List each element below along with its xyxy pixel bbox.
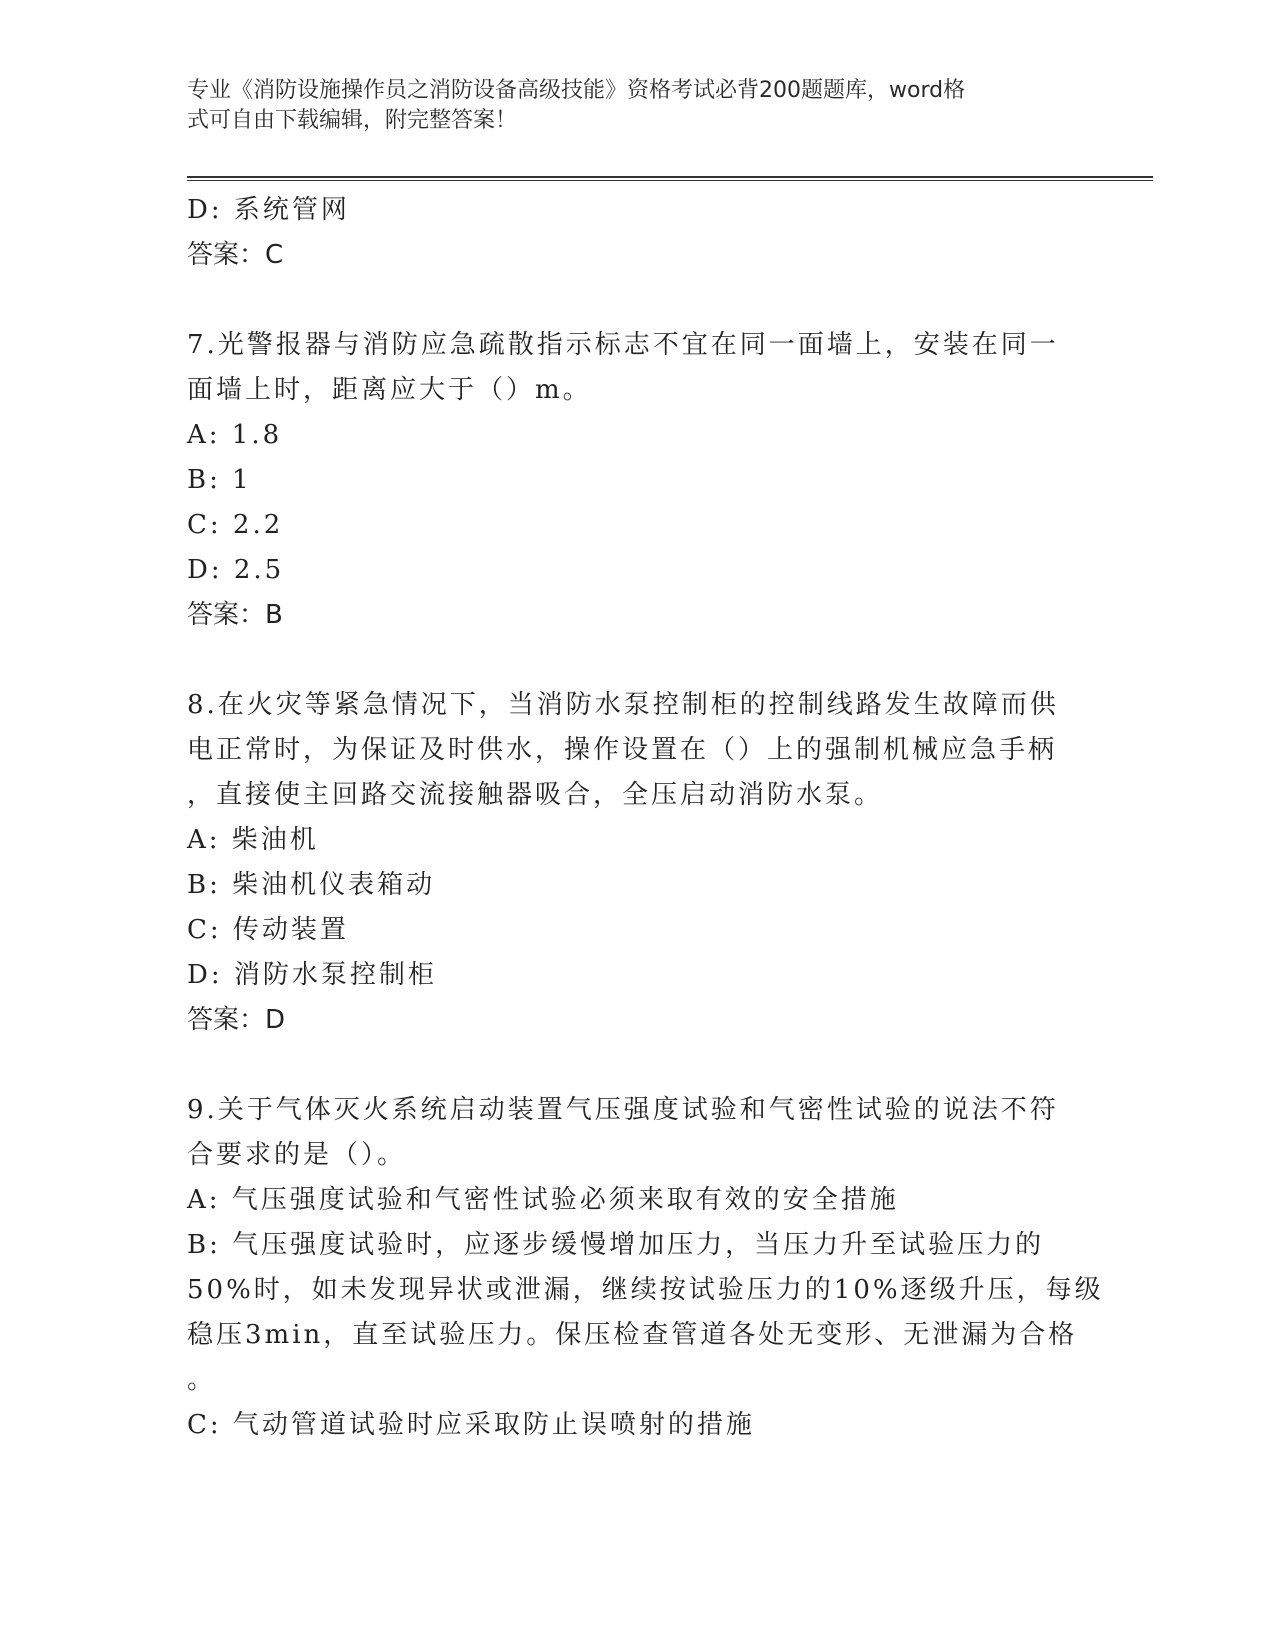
option-b-continued: 稳压3min，直至试验压力。保压检查管道各处无变形、无泄漏为合格: [187, 1320, 1078, 1350]
option-b: B: 柴油机仪表箱动: [187, 870, 436, 900]
option-d: D: 系统管网: [187, 195, 350, 225]
option-b-continued: 。: [187, 1365, 217, 1395]
option-d: D: 2.5: [187, 555, 285, 585]
answer: 答案：B: [187, 600, 283, 630]
question-8: [187, 683, 1067, 1043]
question-text: ，直接使主回路交流接触器吸合，全压启动消防水泵。: [187, 780, 884, 810]
question-text: 9.关于气体灭火系统启动装置气压强度试验和气密性试验的说法不符: [187, 1095, 1059, 1125]
option-c: C: 气动管道试验时应采取防止误喷射的措施: [187, 1410, 755, 1440]
question-7: [187, 323, 1067, 638]
question-9: [187, 1088, 1104, 1448]
question-text: 面墙上时，距离应大于（）m。: [187, 375, 592, 405]
option-d: D: 消防水泵控制柜: [187, 960, 437, 990]
header-divider: [187, 176, 1153, 181]
option-b: B: 1: [187, 465, 252, 495]
answer: 答案：C: [187, 240, 284, 270]
spacer: [187, 1043, 1067, 1088]
option-a: A: 1.8: [187, 420, 283, 450]
option-c: C: 传动装置: [187, 915, 349, 945]
question-text: 8.在火灾等紧急情况下，当消防水泵控制柜的控制线路发生故障而供: [187, 690, 1059, 720]
question-text: 7.光警报器与消防应急疏散指示标志不宜在同一面墙上，安装在同一: [187, 330, 1059, 360]
document-header: [187, 76, 1067, 136]
option-c: C: 2.2: [187, 510, 284, 540]
spacer: [187, 638, 1067, 683]
spacer: [187, 278, 1067, 323]
option-a: A: 柴油机: [187, 825, 319, 855]
question-text: 电正常时，为保证及时供水，操作设置在（）上的强制机械应急手柄: [187, 735, 1058, 765]
answer: 答案：D: [187, 1005, 286, 1035]
question-6-tail: [187, 188, 1067, 278]
option-a: A: 气压强度试验和气密性试验必须来取有效的安全措施: [187, 1185, 899, 1215]
question-list: [187, 188, 1104, 1448]
option-b: B: 气压强度试验时，应逐步缓慢增加压力，当压力升至试验压力的: [187, 1230, 1045, 1260]
header-line-1: 专业《消防设施操作员之消防设备高级技能》资格考试必背200题题库，word格: [187, 78, 966, 103]
option-b-continued: 50%时，如未发现异状或泄漏，继续按试验压力的10%逐级升压，每级: [187, 1275, 1104, 1305]
header-line-2: 式可自由下载编辑，附完整答案！: [187, 108, 518, 133]
question-text: 合要求的是（）。: [187, 1140, 407, 1170]
